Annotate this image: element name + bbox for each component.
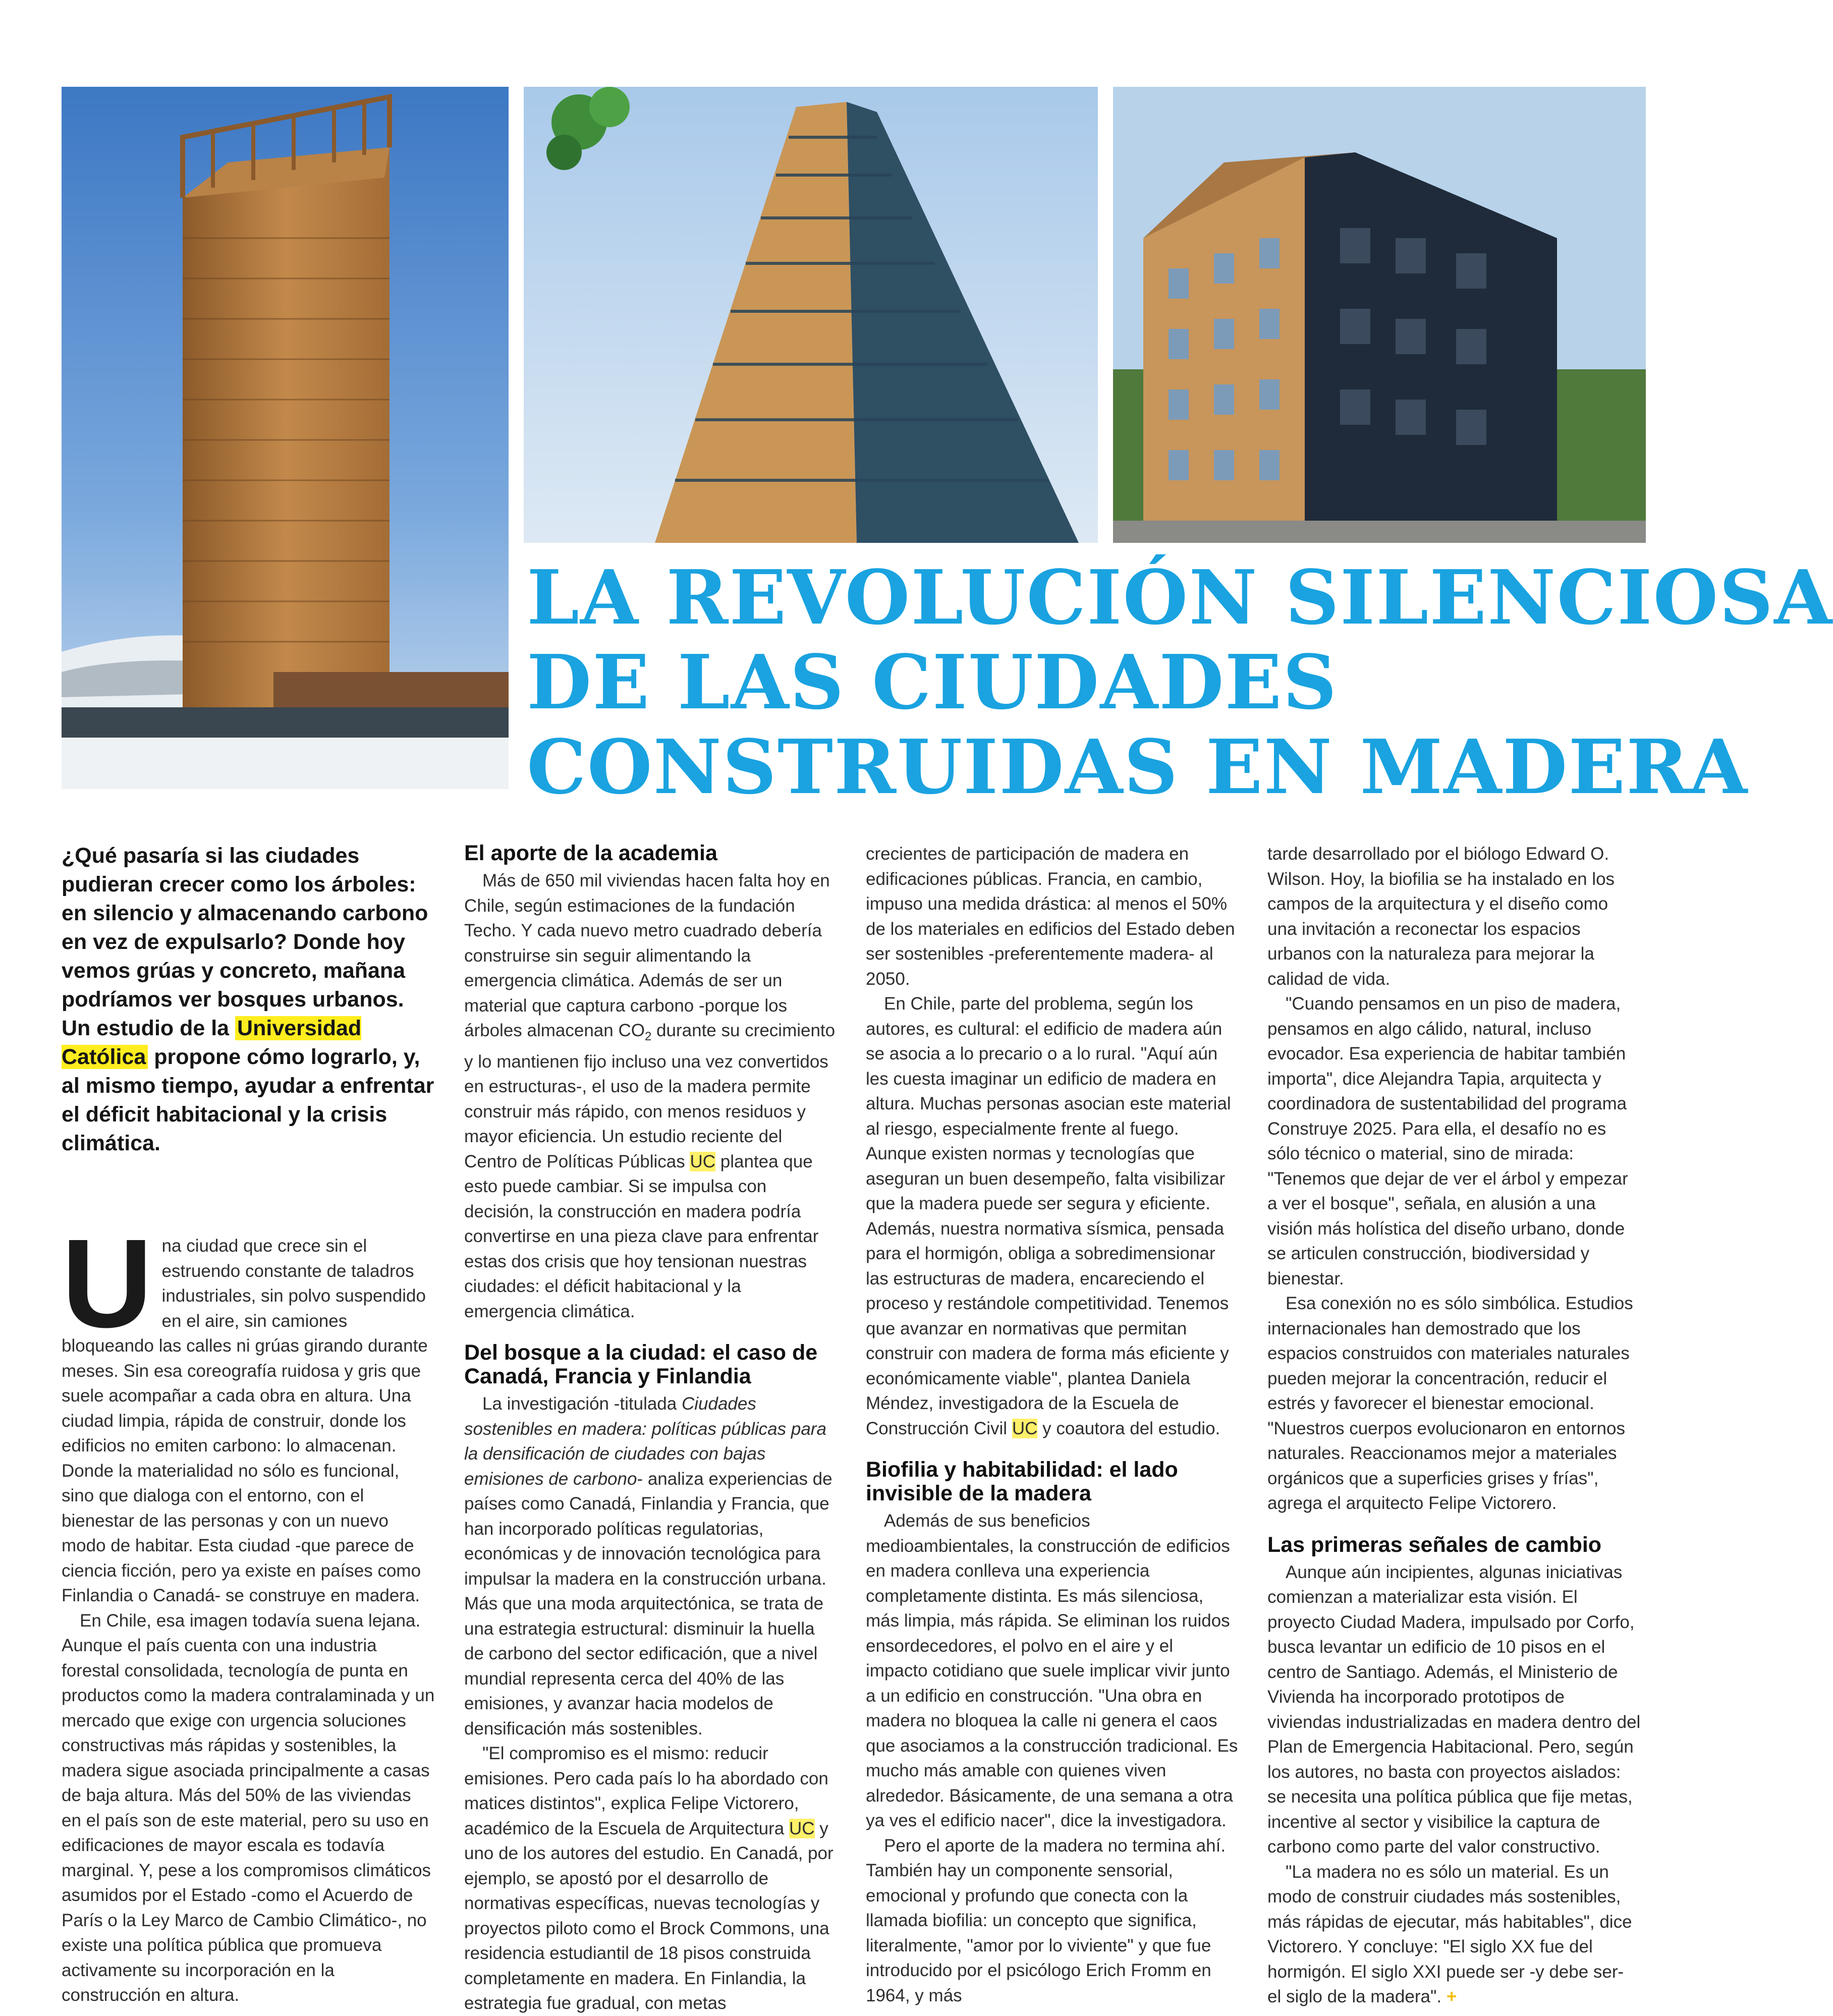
highlight-uc: UC (690, 1151, 716, 1171)
intro-lead (62, 842, 435, 1158)
body-paragraph (464, 1391, 838, 1741)
body-text: En Chile, parte del problema, según los autores, es cultural: el edificio de madera aún se asocia a lo precario o a lo rural. "Aquí aún les cuesta imaginar un edificio de madera en altura. Muchas personas asocian este material al riesgo, especialmente frente al fuego. Aunque existen normas y tecnologías que aseguran un buen desempeño, falta visibilizar que la madera puede ser segura y eficiente. Además, nuestra normativa sísmica, pensada para el hormigón, obliga a sobredimensionar las estructuras de madera, encareciendo el proceso y restándole competitividad. Tenemos que avanzar en normativas que permitan construir con madera de forma más eficiente y económicamente viable", plantea Daniela Méndez, investigadora de la Escuela de Construcción Civil (866, 994, 1231, 1438)
body-paragraph: "Cuando pensamos en un piso de madera, pensamos en algo cálido, natural, incluso evocador. Esa experiencia de habitar también importa", dice Alejandra Tapia, arquitecta y coordinadora de sustentabilidad del programa Construye 2025. Para ella, el desafío no es sólo técnico o material, sino de mirada: "Tenemos que dejar de ver el árbol y empezar a ver el bosque", señala, en alusión a una visión más holística del diseño urbano, donde se articulen construcción, biodiversidad y bienestar. (1267, 994, 1628, 1289)
body-paragraph: tarde desarrollado por el biólogo Edward O. Wilson. Hoy, la biofilia se ha instalado en los campos de la arquitectura y el diseño como una invitación a reconectar los espacios urbanos con la naturaleza para mejorar la calidad de vida. (1267, 844, 1615, 989)
headline-line-3: CONSTRUIDAS EN MADERA (527, 723, 1749, 811)
body-paragraph (62, 1213, 435, 1608)
drop-cap: U (62, 1213, 153, 1354)
end-mark: + (1446, 1987, 1457, 2006)
body-text: "El compromiso es el mismo: reducir emisiones. Pero cada país lo ha abordado con matices distintos", explica Felipe Victorero, académico de la Escuela de Arquitectura (464, 1744, 828, 1838)
body-paragraph: Pero el aporte de la madera no termina ahí. También hay un componente sensorial, emocional y profundo que conecta con la llamada biofilia: un concepto que significa, literalmente, "amor por lo viviente" y que fue introducido por el psicólogo Erich Fromm en 1964, y más (866, 1835, 1226, 2005)
body-paragraph (1267, 1860, 1641, 2009)
photo-tower-low-angle (524, 87, 1098, 543)
headline (527, 553, 1833, 811)
intro-text-a: ¿Qué pasaría si las ciudades pudieran crecer como los árboles: en silencio y almacenando carbono en vez de expulsarlo? Donde hoy vemos grúas y concreto, mañana podríamos ver bosques urbanos. Un estudio de la (62, 844, 428, 1040)
body-text: "La madera no es sólo un material. Es un modo de construir ciudades más sostenibles, más rápidas de ejecutar, más habitables", dice Victorero. Y concluye: "El siglo XX fue del hormigón. El siglo XXI puede ser -y debe ser- el siglo de la madera". (1267, 1862, 1632, 2006)
headline-line-2: DE LAS CIUDADES (527, 638, 1338, 726)
highlight-uc: UC (1012, 1418, 1038, 1438)
intro-text-b: propone cómo lograrlo, y, al mismo tiempo, ayudar a enfrentar el déficit habitacional y la crisis climática. (62, 1045, 434, 1155)
subheading: El aporte de la academia (464, 841, 717, 865)
body-text: y coautora del estudio. (1037, 1418, 1220, 1438)
column-2 (464, 842, 838, 2016)
subheading: Del bosque a la ciudad: el caso de Canadá, Francia y Finlandia (464, 1340, 818, 1388)
body-text: - analiza experiencias de países como Canadá, Finlandia y Francia, que han incorporado políticas regulatorias, económicas y de innovación tecnológica para impulsar la madera en la construcción urbana. Más que una moda arquitectónica, se trata de una estrategia estructural: disminuir la huella de carbono del sector edificación, que a nivel mundial representa cerca del 40% de las emisiones, y avanzar hacia modelos de densificación más sostenibles. (464, 1469, 832, 1739)
body-text: na ciudad que crece sin el estruendo constante de taladros industriales, sin polvo suspendido en el aire, sin camiones bloqueando las calles ni grúas girando durante meses. Sin esa coreografía ruidosa y gris que suele acompañar a cada obra en altura. Una ciudad limpia, rápida de construir, donde los edificios no emiten carbono: lo almacenan. Donde la materialidad no sólo es funcional, sino que dialoga con el entorno, con el bienestar de las personas y con un nuevo modo de habitar. Esta ciudad -que parece de ciencia ficción, pero ya existe en países como Finlandia o Canadá- se construye en madera. (62, 1236, 428, 1605)
subscript: 2 (644, 1030, 652, 1043)
body-paragraph: Además de sus beneficios medioambientales, la construcción de edificios en madera conlleva una experiencia completamente distinta. Es más silenciosa, más limpia, más rápida. Se eliminan los ruidos ensordecedores, el polvo en el aire y el impacto cotidiano que suele implicar vivir junto a un edificio en construcción. "Una obra en madera no bloquea la calle ni genera el caos que asociamos a la construcción tradicional. Es mucho más amable con quienes viven alrededor. Básicamente, de una semana a otra ya ves el edificio nacer", dice la investigadora. (866, 1511, 1238, 1830)
photo-apartment-block (1113, 87, 1646, 543)
column-1 (62, 842, 435, 2008)
subheading: Biofilia y habitabilidad: el lado invisible de la madera (866, 1458, 1178, 1505)
column-3 (866, 842, 1239, 2008)
study-title: Ciudades sostenibles en madera: políticas públicas para la densificación de ciudades con bajas emisiones de carbono (464, 1394, 826, 1489)
column-4 (1267, 842, 1641, 2009)
body-paragraph: En Chile, esa imagen todavía suena lejana. Aunque el país cuenta con una industria forestal consolidada, tecnología de punta en productos como la madera contralaminada y un mercado que exige con urgencia soluciones constructivas más rápidas y sostenibles, la madera sigue asociada principalmente a casas de baja altura. Más del 50% de las viviendas en el país son de este material, pero su uso en edificaciones de mayor escala es todavía marginal. Y, pese a los compromisos climáticos asumidos por el Estado -como el Acuerdo de París o la Ley Marco de Cambio Climático-, no existe una política pública que promueva activamente su incorporación en la construcción en altura. (62, 1610, 435, 2005)
body-text: Más de 650 mil viviendas hacen falta hoy en Chile, según estimaciones de la fundación Techo. Y cada nuevo metro cuadrado debería construirse sin seguir alimentando la emergencia climática. Además de ser un material que captura carbono -porque los árboles almacenan CO (464, 871, 830, 1040)
body-paragraph (464, 1741, 838, 2016)
body-text: La investigación -titulada (482, 1394, 682, 1414)
body-text: durante su crecimiento y lo mantienen fijo incluso una vez convertidos en estructuras-, el uso de la madera permite construir más rápido, con menos residuos y mayor eficiencia. Un estudio reciente del Centro de Políticas Públicas (464, 1021, 836, 1171)
body-paragraph (464, 868, 838, 1324)
highlight-uc: UC (789, 1818, 815, 1838)
subheading: Las primeras señales de cambio (1267, 1532, 1602, 1557)
headline-line-1: LA REVOLUCIÓN SILENCIOSA (527, 553, 1833, 641)
body-text: y uno de los autores del estudio. En Canadá, por ejemplo, se apostó por el desarrollo de normativas específicas, nuevas tecnologías y proyectos piloto como el Brock Commons, una residencia estudiantil de 18 pisos construida completamente en madera. En Finlandia, la estrategia fue gradual, con metas (464, 1818, 834, 2013)
body-paragraph: crecientes de participación de madera en edificaciones públicas. Francia, en cambio, impuso una medida drástica: al menos el 50% de los materiales en edificios del Estado deben ser sostenibles -preferentemente madera- al 2050. (866, 844, 1235, 989)
body-paragraph: Aunque aún incipientes, algunas iniciativas comienzan a materializar esta visión. El proyecto Ciudad Madera, impulsado por Corfo, busca levantar un edificio de 10 pisos en el centro de Santiago. Además, el Ministerio de Vivienda ha incorporado prototipos de viviendas industrializadas en madera dentro del Plan de Emergencia Habitacional. Pero, según los autores, no basta con proyectos aislados: se necesita una política pública que fije metas, incentive al sector y visibilice la captura de carbono como parte del valor constructivo. (1267, 1562, 1641, 1857)
photo-timber-tower (62, 87, 509, 789)
body-paragraph (866, 991, 1239, 1441)
body-text: plantea que esto puede cambiar. Si se impulsa con decisión, la construcción en madera podría convertirse en una pieza clave para enfrentar estas dos crisis que hoy tensionan nuestras ciudades: el déficit habitacional y la emergencia climática. (464, 1151, 819, 1321)
highlight-universidad-catolica: Universidad Católica (62, 1016, 362, 1069)
body-paragraph: Esa conexión no es sólo simbólica. Estudios internacionales han demostrado que los espacios construidos con materiales naturales pueden mejorar la concentración, reducir el estrés y favorecer el bienestar emocional. "Nuestros cuerpos evolucionaron en entornos naturales. Reaccionamos mejor a materiales orgánicos que a superficies grises y frías", agrega el arquitecto Felipe Victorero. (1267, 1294, 1633, 1513)
